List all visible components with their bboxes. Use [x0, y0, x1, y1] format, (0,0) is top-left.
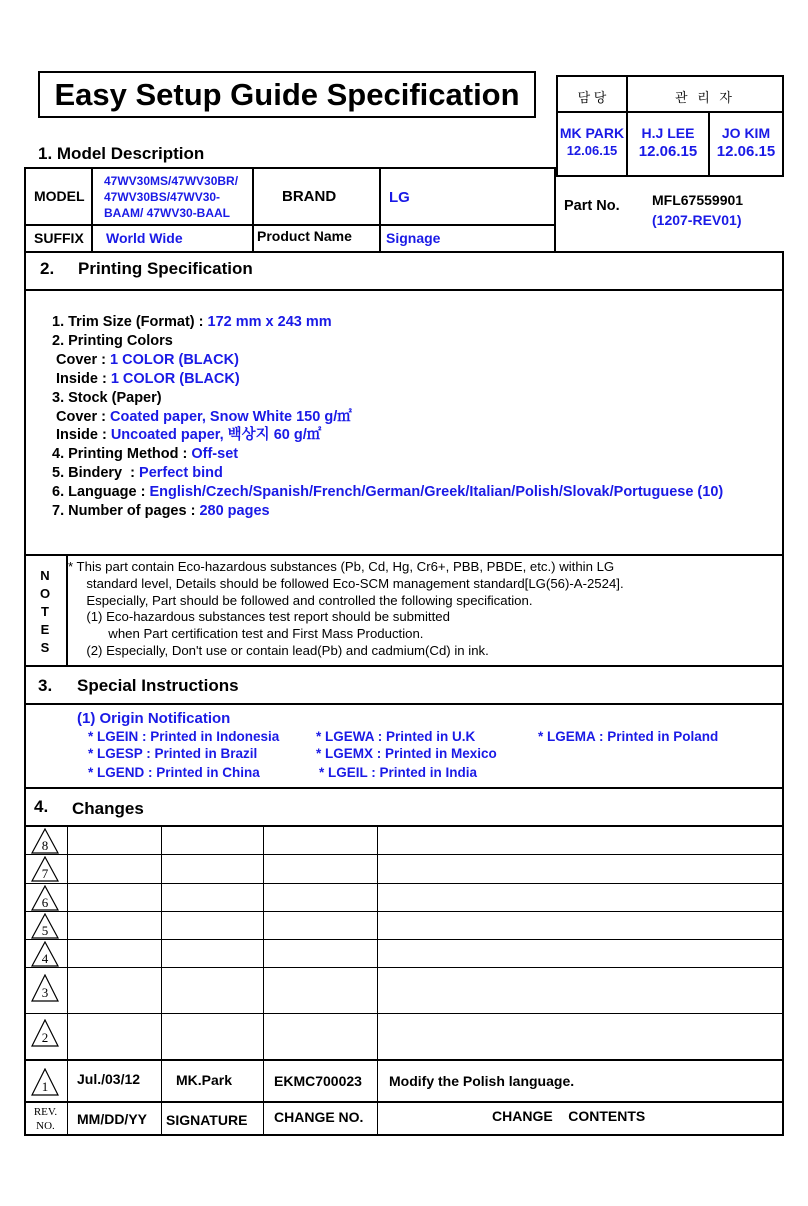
revision-triangle	[30, 856, 60, 882]
approval-header-right: 관 리 자	[675, 90, 735, 105]
approval-header-left: 담 당	[577, 90, 607, 105]
change-number: EKMC700023	[274, 1073, 362, 1089]
revision-triangle	[30, 1068, 60, 1096]
notes-letter: S	[40, 640, 50, 655]
section3-title: Special Instructions	[77, 676, 239, 695]
change-contents: Modify the Polish language.	[389, 1073, 575, 1089]
document-title: Easy Setup Guide Specification	[38, 71, 536, 118]
section1-title: 1. Model Description	[38, 144, 205, 163]
section4-title: Changes	[72, 799, 144, 818]
spec-item: 3. Stock (Paper)	[52, 389, 162, 406]
model-label: MODEL	[34, 188, 85, 204]
revision-triangle	[30, 974, 60, 1002]
notes-text	[68, 559, 624, 660]
rev-number: 2	[41, 1030, 49, 1045]
signer-1-name: MK PARK	[559, 125, 625, 141]
section3-number: 3.	[38, 676, 53, 695]
revision-triangle	[30, 828, 60, 854]
signer-1-date: 12.06.15	[566, 143, 618, 158]
spec-item: 6. Language : English/Czech/Spanish/French/German/Greek/Italian/Polish/Slovak/Portuguese (10)	[52, 484, 724, 501]
spec-item: 5. Bindery : Perfect bind	[52, 465, 223, 482]
rev-number: 8	[41, 838, 49, 853]
notes-line: (1) Eco-hazardous substances test report should be submitted	[68, 609, 450, 625]
rev-number: 4	[41, 951, 49, 966]
origin-item: * LGESP : Printed in Brazil	[88, 746, 258, 761]
revision-triangle	[30, 885, 60, 911]
change-date: Jul./03/12	[77, 1071, 141, 1087]
section4-number: 4.	[34, 797, 49, 816]
rev-number: 5	[41, 923, 49, 938]
signature-header: SIGNATURE	[166, 1112, 248, 1128]
rev-number: 3	[41, 985, 49, 1000]
change-signature: MK.Park	[176, 1072, 233, 1088]
notes-line: when Part certification test and First Mass Production.	[68, 626, 424, 642]
brand-label: BRAND	[282, 188, 337, 205]
notes-line: Especially, Part should be followed and controlled the following specification.	[68, 592, 533, 608]
change-contents-header: CHANGE CONTENTS	[492, 1108, 646, 1124]
model-line: 47WV30BS/47WV30-	[104, 190, 221, 204]
model-line: BAAM/ 47WV30-BAAL	[104, 206, 231, 220]
model-line: 47WV30MS/47WV30BR/	[104, 174, 239, 188]
signer-2-date: 12.06.15	[638, 143, 698, 160]
product-name-value: Signage	[386, 230, 441, 246]
spec-item: Cover : Coated paper, Snow White 150 g/㎡	[52, 408, 352, 425]
part-no-value: MFL67559901	[652, 192, 744, 208]
origin-item: * LGEMX : Printed in Mexico	[316, 746, 497, 761]
origin-item: * LGEIL : Printed in India	[319, 765, 478, 780]
origin-item: * LGEWA : Printed in U.K	[316, 729, 476, 744]
section2-title: Printing Specification	[78, 259, 253, 278]
part-no-revision: (1207-REV01)	[652, 212, 742, 228]
notes-letter: N	[40, 568, 50, 583]
date-header: MM/DD/YY	[77, 1111, 147, 1127]
model-table	[24, 167, 784, 253]
suffix-value: World Wide	[106, 230, 183, 246]
rev-no-header: REV. NO.	[33, 1106, 58, 1132]
notes-letter: O	[39, 586, 51, 601]
spec-item: Inside : 1 COLOR (BLACK)	[52, 370, 240, 387]
origin-title: (1) Origin Notification	[77, 710, 231, 727]
change-no-header: CHANGE NO.	[274, 1109, 364, 1125]
origin-item: * LGEIN : Printed in Indonesia	[88, 729, 280, 744]
spec-item: 7. Number of pages : 280 pages	[52, 503, 270, 520]
revision-triangle	[30, 941, 60, 967]
part-no-label: Part No.	[564, 198, 620, 214]
signer-3-date: 12.06.15	[716, 143, 776, 160]
notes-line: * This part contain Eco-hazardous substances (Pb, Cd, Hg, Cr6+, PBB, PBDE, etc.) within LG	[68, 559, 615, 574]
revision-triangle	[30, 913, 60, 939]
product-name-label: Product Name	[257, 228, 352, 244]
spec-item: 2. Printing Colors	[52, 332, 173, 349]
notes-line: (2) Especially, Don't use or contain lead(Pb) and cadmium(Cd) in ink.	[68, 642, 489, 658]
notes-letter: T	[41, 604, 49, 619]
signer-3-name: JO KIM	[721, 125, 771, 141]
rev-number: 7	[41, 866, 49, 881]
origin-item: * LGEMA : Printed in Poland	[538, 729, 719, 744]
model-list	[104, 173, 238, 221]
revision-triangle	[30, 1019, 60, 1047]
spec-item: Cover : 1 COLOR (BLACK)	[52, 351, 239, 368]
rev-number: 6	[41, 895, 49, 910]
spec-item: 1. Trim Size (Format) : 172 mm x 243 mm	[52, 314, 332, 330]
section2-number: 2.	[40, 259, 55, 278]
origin-item: * LGEND : Printed in China	[88, 765, 260, 780]
spec-item: 4. Printing Method : Off-set	[52, 446, 239, 463]
suffix-label: SUFFIX	[34, 230, 84, 246]
rev-number: 1	[41, 1079, 49, 1094]
signer-2-name: H.J LEE	[641, 125, 695, 141]
printing-spec-list	[52, 313, 723, 521]
notes-line: standard level, Details should be followed Eco-SCM management standard[LG(56)-A-2524].	[68, 575, 624, 591]
brand-value: LG	[389, 189, 410, 206]
spec-item: Inside : Uncoated paper, 백상지 60 g/㎡	[52, 427, 322, 444]
approval-table	[556, 75, 784, 177]
notes-letter: E	[40, 622, 50, 637]
